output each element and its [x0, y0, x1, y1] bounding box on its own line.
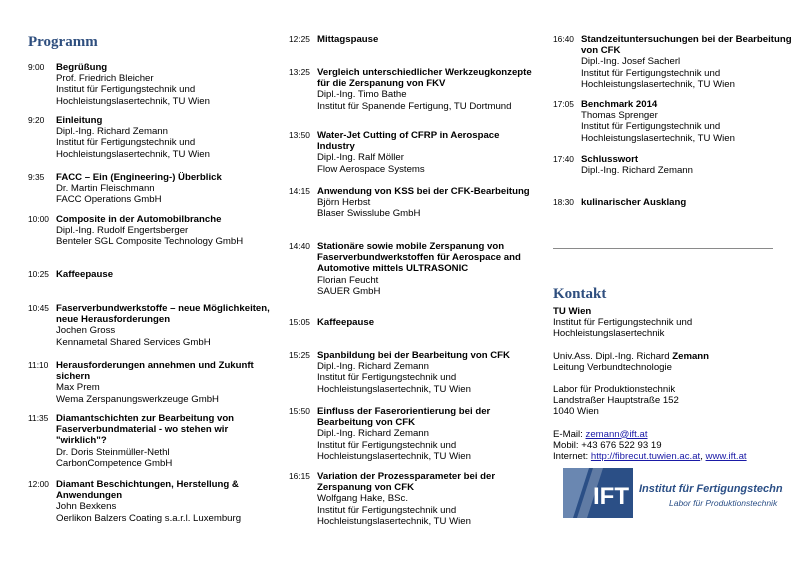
entry-affiliation: Institut für Fertigungstechnik und: [581, 67, 721, 79]
program-entry: [289, 350, 524, 395]
entry-speaker: Dipl.-Ing. Timo Bathe: [317, 89, 407, 101]
ift-logo: [563, 466, 783, 522]
entry-title: Water-Jet Cutting of CFRP in Aerospace Industry: [317, 130, 500, 153]
entry-speaker: Dipl.-Ing. Richard Zemann: [317, 428, 429, 440]
logo-name: Institut für Fertigungstechnik: [639, 483, 783, 495]
entry-speaker: Dr. Martin Fleischmann: [56, 183, 155, 195]
entry-title: Vergleich unterschiedlicher Werkzeugkonzepte für die Zerspanung von FKV: [317, 67, 532, 90]
divider: [553, 248, 773, 249]
entry-title: Stationäre sowie mobile Zerspanung von Faserverbundwerkstoffen für Aerospace and Automotive mittels ULTRASONIC: [317, 241, 521, 275]
program-entry: [28, 479, 263, 524]
entry-title: Variation der Prozessparameter bei der Zerspanung von CFK: [317, 471, 496, 494]
entry-affiliation: Institut für Fertigungstechnik und: [581, 121, 721, 133]
entry-title: Standzeituntersuchungen bei der Bearbeitung von CFK: [581, 34, 792, 57]
entry-affiliation: Hochleistungslasertechnik, TU Wien: [317, 515, 471, 527]
entry-speaker: John Bexkens: [56, 501, 117, 513]
entry-affiliation: Hochleistungslasertechnik, TU Wien: [56, 95, 210, 107]
entry-time: 12:00: [28, 479, 49, 489]
entry-title: Einleitung: [56, 115, 103, 126]
entry-speaker: Dipl.-Ing. Josef Sacherl: [581, 56, 681, 68]
entry-affiliation: Oerlikon Balzers Coating s.a.r.l. Luxemburg: [56, 512, 242, 524]
entry-time: 12:25: [289, 34, 310, 44]
program-entry: [289, 186, 530, 220]
program-entry: [28, 172, 263, 206]
entry-speaker: Prof. Friedrich Bleicher: [56, 73, 154, 85]
program-entry: [289, 130, 524, 175]
program-entry: [28, 214, 263, 248]
program-entry: [289, 406, 524, 462]
entry-affiliation: CarbonCompetence GmbH: [56, 457, 173, 469]
fibrecut-link[interactable]: http://fibrecut.tuwien.ac.at: [590, 451, 701, 463]
entry-title: Einfluss der Faserorientierung bei der Bearbeitung von CFK: [317, 406, 491, 429]
entry-affiliation: Institut für Fertigungstechnik und: [56, 84, 196, 96]
entry-affiliation: Institut für Fertigungstechnik und: [56, 137, 196, 149]
url-separator: ,: [700, 451, 706, 463]
program-entry: [553, 34, 792, 90]
entry-affiliation: Hochleistungslasertechnik, TU Wien: [56, 148, 210, 160]
contact-person-prefix: Univ.Ass. Dipl.-Ing. Richard: [553, 350, 673, 362]
entry-speaker: Wolfgang Hake, BSc.: [317, 493, 409, 505]
entry-affiliation: Flow Aerospace Systems: [317, 163, 425, 175]
entry-time: 11:10: [28, 360, 49, 370]
contact-org-line: Institut für Fertigungstechnik und: [553, 317, 693, 329]
program-entry: [553, 99, 783, 144]
entry-time: 15:05: [289, 317, 310, 327]
entry-title: Kaffeepause: [56, 269, 114, 280]
entry-speaker: Dipl.-Ing. Richard Zemann: [581, 165, 693, 177]
entry-time: 10:25: [28, 269, 49, 279]
program-entry: [289, 34, 524, 45]
entry-title: FACC – Ein (Engineering-) Überblick: [56, 172, 222, 183]
entry-speaker: Dipl.-Ing. Rudolf Engertsberger: [56, 225, 189, 237]
entry-time: 14:15: [289, 186, 310, 196]
entry-time: 11:35: [28, 413, 49, 423]
entry-affiliation: Hochleistungslasertechnik, TU Wien: [317, 450, 471, 462]
entry-title: Benchmark 2014: [581, 99, 658, 110]
entry-speaker: Thomas Sprenger: [581, 110, 658, 122]
email-label: E-Mail:: [553, 428, 586, 440]
entry-speaker: Dr. Doris Steinmüller-Nethl: [56, 446, 170, 458]
program-entry: [28, 269, 263, 280]
contact-internet-row: [553, 451, 783, 462]
contact-person-name: Zemann: [672, 350, 710, 362]
entry-title: Mittagspause: [317, 34, 379, 45]
entry-title: Composite in der Automobilbranche: [56, 214, 222, 225]
entry-speaker: Dipl.-Ing. Richard Zemann: [317, 361, 429, 373]
contact-mobile: Mobil: +43 676 522 93 19: [553, 439, 662, 451]
program-heading: Programm: [28, 34, 98, 50]
logo-sub: Labor für Produktionstechnik: [669, 498, 778, 508]
entry-time: 16:40: [553, 34, 574, 44]
contact-org: TU Wien: [553, 306, 592, 317]
program-entry: [553, 154, 783, 176]
entry-affiliation: FACC Operations GmbH: [56, 194, 162, 206]
entry-time: 17:05: [553, 99, 574, 109]
lab-street: Landstraßer Hauptstraße 152: [553, 395, 679, 407]
ift-link[interactable]: www.ift.at: [705, 451, 747, 463]
contact-email-row: [553, 429, 783, 440]
entry-affiliation: Hochleistungslasertechnik, TU Wien: [581, 132, 735, 144]
entry-title: Faserverbundwerkstoffe – neue Möglichkeiten, neue Herausforderungen: [56, 303, 270, 326]
entry-title: Spanbildung bei der Bearbeitung von CFK: [317, 350, 510, 361]
entry-title: Schlusswort: [581, 154, 639, 165]
entry-title: kulinarischer Ausklang: [581, 197, 687, 208]
entry-affiliation: Institut für Fertigungstechnik und: [317, 439, 457, 451]
lab-name: Labor für Produktionstechnik: [553, 384, 676, 396]
program-entry: [28, 115, 263, 160]
entry-time: 18:30: [553, 197, 574, 207]
contact-org-line: Hochleistungslasertechnik: [553, 328, 665, 340]
entry-time: 10:00: [28, 214, 49, 224]
program-entry: [28, 413, 263, 469]
entry-affiliation: Institut für Fertigungstechnik und: [317, 504, 457, 516]
entry-time: 14:40: [289, 241, 310, 251]
entry-speaker: Dipl.-Ing. Richard Zemann: [56, 126, 168, 138]
entry-title: Kaffeepause: [317, 317, 375, 328]
entry-title: Begrüßung: [56, 62, 108, 73]
entry-time: 9:20: [28, 115, 45, 125]
program-entry: [28, 62, 263, 107]
contact-role: Leitung Verbundtechnologie: [553, 361, 672, 373]
program-entry: [289, 241, 524, 297]
entry-title: Diamantschichten zur Bearbeitung von Faserverbundmaterial - wo stehen wir "wirklich"?: [56, 413, 235, 447]
entry-title: Herausforderungen annehmen und Zukunft sichern: [56, 360, 254, 383]
entry-time: 9:35: [28, 172, 45, 182]
contact-person: [553, 351, 783, 362]
entry-affiliation: SAUER GmbH: [317, 285, 381, 297]
email-link[interactable]: zemann@ift.at: [585, 428, 648, 440]
entry-title: Diamant Beschichtungen, Herstellung & Anwendungen: [56, 479, 239, 502]
entry-affiliation: Institut für Fertigungstechnik und: [317, 372, 457, 384]
entry-time: 15:25: [289, 350, 310, 360]
entry-speaker: Max Prem: [56, 382, 100, 394]
entry-time: 10:45: [28, 303, 49, 313]
entry-affiliation: Institut für Spanende Fertigung, TU Dortmund: [317, 100, 512, 112]
entry-affiliation: Benteler SGL Composite Technology GmbH: [56, 236, 244, 248]
entry-time: 16:15: [289, 471, 310, 481]
entry-speaker: Jochen Gross: [56, 325, 116, 337]
program-entry: [289, 471, 524, 527]
contact-block: [553, 306, 783, 462]
program-entry: [289, 67, 532, 112]
entry-time: 17:40: [553, 154, 574, 164]
program-entry: [28, 303, 270, 348]
entry-time: 15:50: [289, 406, 310, 416]
entry-affiliation: Blaser Swisslube GmbH: [317, 208, 421, 220]
entry-speaker: Dipl.-Ing. Ralf Möller: [317, 152, 404, 164]
entry-time: 13:25: [289, 67, 310, 77]
program-entry: [28, 360, 263, 405]
entry-speaker: Florian Feucht: [317, 274, 379, 286]
program-entry: [553, 197, 783, 208]
contact-heading: Kontakt: [553, 286, 607, 302]
program-entry: [289, 317, 524, 328]
entry-time: 9:00: [28, 62, 45, 72]
internet-label: Internet:: [553, 451, 591, 463]
entry-title: Anwendung von KSS bei der CFK-Bearbeitung: [317, 186, 530, 197]
logo-graphic: [563, 466, 783, 522]
lab-city: 1040 Wien: [553, 406, 599, 418]
logo-abbr: IFT: [593, 483, 629, 510]
entry-affiliation: Hochleistungslasertechnik, TU Wien: [581, 78, 735, 90]
entry-affiliation: Kennametal Shared Services GmbH: [56, 336, 211, 348]
entry-affiliation: Hochleistungslasertechnik, TU Wien: [317, 383, 471, 395]
entry-time: 13:50: [289, 130, 310, 140]
entry-speaker: Björn Herbst: [317, 197, 371, 209]
entry-affiliation: Wema Zerspanungswerkzeuge GmbH: [56, 393, 219, 405]
